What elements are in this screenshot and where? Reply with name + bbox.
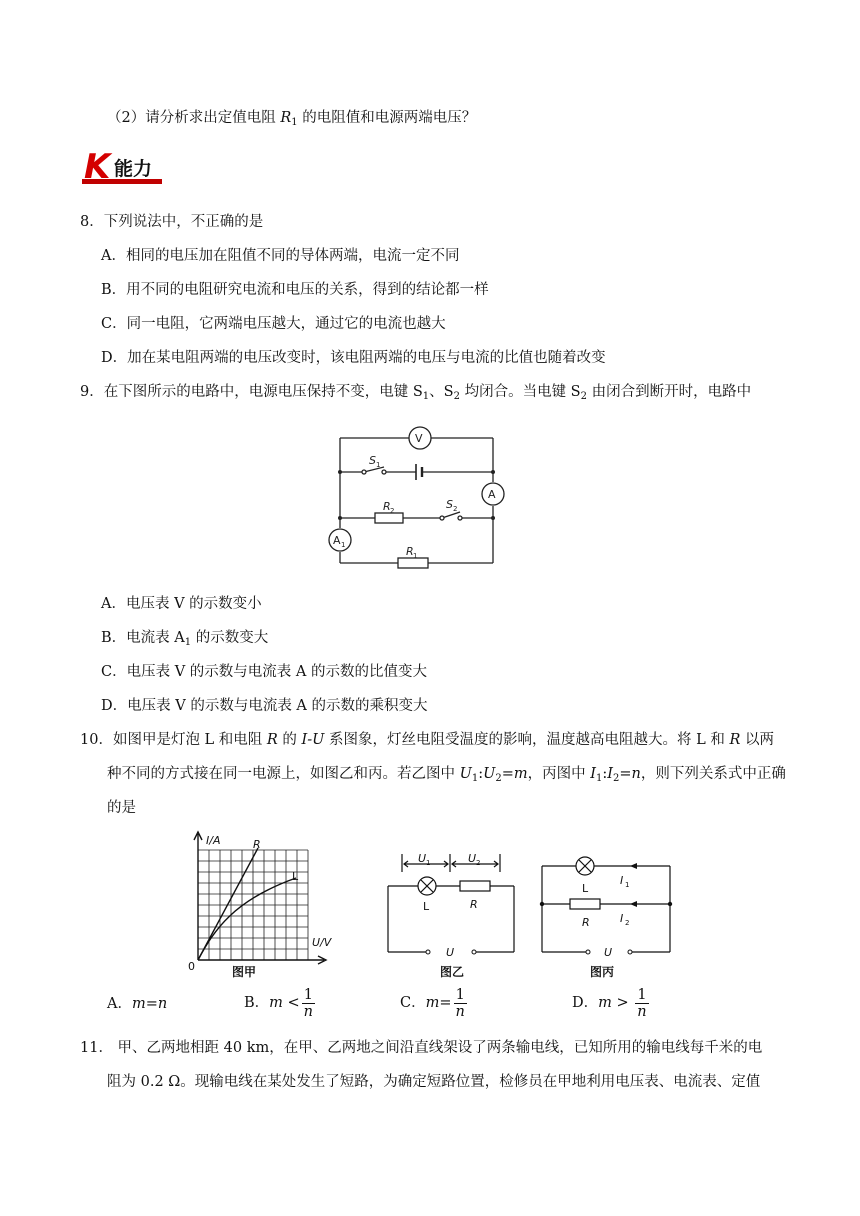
q10-stem-line1: 10．如图甲是灯泡 L 和电阻 R 的 I-U 系图象，灯丝电阻受温度的影响，温度越高电阻越大。将 L 和 R 以两 bbox=[80, 732, 775, 748]
q8-stem: 8．下列说法中，不正确的是 bbox=[80, 214, 264, 230]
svg-text:S: S bbox=[446, 498, 453, 511]
q8-option-b: B．用不同的电阻研究电流和电压的关系，得到的结论都一样 bbox=[101, 282, 489, 298]
q11-stem-line1: 11． 甲、乙两地相距 40 km，在甲、乙两地之间沿直线架设了两条输电线，已知所用的输电线每千米的电 bbox=[80, 1040, 763, 1056]
svg-text:U: U bbox=[418, 852, 427, 865]
svg-text:U: U bbox=[468, 852, 477, 865]
svg-text:1: 1 bbox=[413, 552, 418, 560]
q10-graph-jia bbox=[184, 830, 344, 980]
fraction-1-over-n: $\frac{1}{n}$ bbox=[637, 986, 647, 1020]
fig-bing-caption: 图丙 bbox=[590, 965, 615, 979]
q9-circuit-diagram bbox=[320, 424, 506, 572]
section-heading-ability bbox=[82, 148, 164, 190]
q9-stem: 9．在下图所示的电路中，电源电压保持不变，电键 $S_1$、$S_2$ 均闭合。当电键 $S_2$ 由闭合到断开时，电路中 bbox=[80, 384, 752, 402]
svg-text:L: L bbox=[423, 900, 430, 913]
fraction-1-over-n: $\frac{1}{n}$ bbox=[303, 986, 314, 1020]
heading-k-letter: K bbox=[84, 148, 111, 187]
svg-text:2: 2 bbox=[453, 505, 458, 513]
svg-text:U: U bbox=[604, 946, 613, 959]
svg-text:I: I bbox=[620, 874, 624, 887]
svg-text:L: L bbox=[292, 870, 299, 883]
q10-circuit-bing bbox=[534, 852, 684, 962]
fraction-1-over-n: $\frac{1}{n}$ bbox=[455, 986, 465, 1020]
svg-text:1: 1 bbox=[376, 461, 381, 469]
q9-option-c: C．电压表 V 的示数与电流表 A 的示数的比值变大 bbox=[101, 664, 427, 680]
section-heading-graphic bbox=[82, 148, 164, 190]
svg-text:2: 2 bbox=[390, 507, 395, 515]
q10-option-c: C．m= $\frac{1}{n}$ bbox=[400, 986, 465, 1020]
svg-text:I: I bbox=[620, 912, 624, 925]
svg-text:U: U bbox=[446, 946, 455, 959]
q11-stem-line2: 阻为 0.2 Ω。现输电线在某处发生了短路，为确定短路位置，检修员在甲地利用电压表、电流表、定值 bbox=[107, 1074, 761, 1090]
q8-option-c: C．同一电阻，它两端电压越大，通过它的电流也越大 bbox=[101, 316, 446, 332]
svg-text:S: S bbox=[369, 454, 376, 467]
svg-text:A: A bbox=[488, 488, 496, 501]
svg-text:A: A bbox=[333, 534, 341, 547]
svg-text:I/A: I/A bbox=[206, 834, 221, 847]
svg-text:R: R bbox=[406, 545, 414, 558]
svg-text:R: R bbox=[470, 898, 478, 911]
svg-text:R: R bbox=[383, 500, 391, 513]
q10-option-a: A．m=n bbox=[107, 996, 168, 1012]
q8-option-d: D．加在某电阻两端的电压改变时，该电阻两端的电压与电流的比值也随着改变 bbox=[101, 350, 606, 366]
q10-stem-line3: 的是 bbox=[107, 800, 136, 816]
svg-text:R: R bbox=[582, 916, 590, 929]
svg-text:U/V: U/V bbox=[312, 936, 332, 949]
q10-option-b: B．m < $\frac{1}{n}$ bbox=[244, 986, 314, 1020]
q7-part2: （2）请分析求出定值电阻 $R_1$ 的电阻值和电源两端电压？ bbox=[107, 110, 477, 128]
q9-option-a: A．电压表 V 的示数变小 bbox=[101, 596, 262, 612]
q10-stem-line2: 种不同的方式接在同一电源上，如图乙和丙。若乙图中 $U_1:U_2=m$，丙图中 $I_1:I_2=n$，则下列关系式中正确 bbox=[107, 766, 786, 784]
curve-l bbox=[198, 878, 296, 960]
q9-option-b: B．电流表 $A_1$ 的示数变大 bbox=[101, 630, 269, 648]
svg-text:2: 2 bbox=[625, 919, 630, 927]
svg-text:1: 1 bbox=[341, 541, 346, 549]
q10-circuit-yi bbox=[380, 852, 520, 962]
svg-text:2: 2 bbox=[476, 859, 481, 867]
heading-title: 能力 bbox=[114, 158, 153, 180]
svg-text:1: 1 bbox=[426, 859, 431, 867]
svg-text:R: R bbox=[253, 838, 261, 851]
fig-yi-caption: 图乙 bbox=[440, 965, 465, 979]
q8-option-a: A．相同的电压加在阻值不同的导体两端，电流一定不同 bbox=[101, 248, 460, 264]
svg-text:L: L bbox=[582, 882, 589, 895]
q9-option-d: D．电压表 V 的示数与电流表 A 的示数的乘积变大 bbox=[101, 698, 428, 714]
svg-text:1: 1 bbox=[625, 881, 630, 889]
q10-option-d: D．m > $\frac{1}{n}$ bbox=[572, 986, 647, 1020]
svg-text:0: 0 bbox=[188, 960, 195, 973]
svg-text:V: V bbox=[415, 432, 423, 445]
fig-jia-caption: 图甲 bbox=[232, 965, 257, 979]
